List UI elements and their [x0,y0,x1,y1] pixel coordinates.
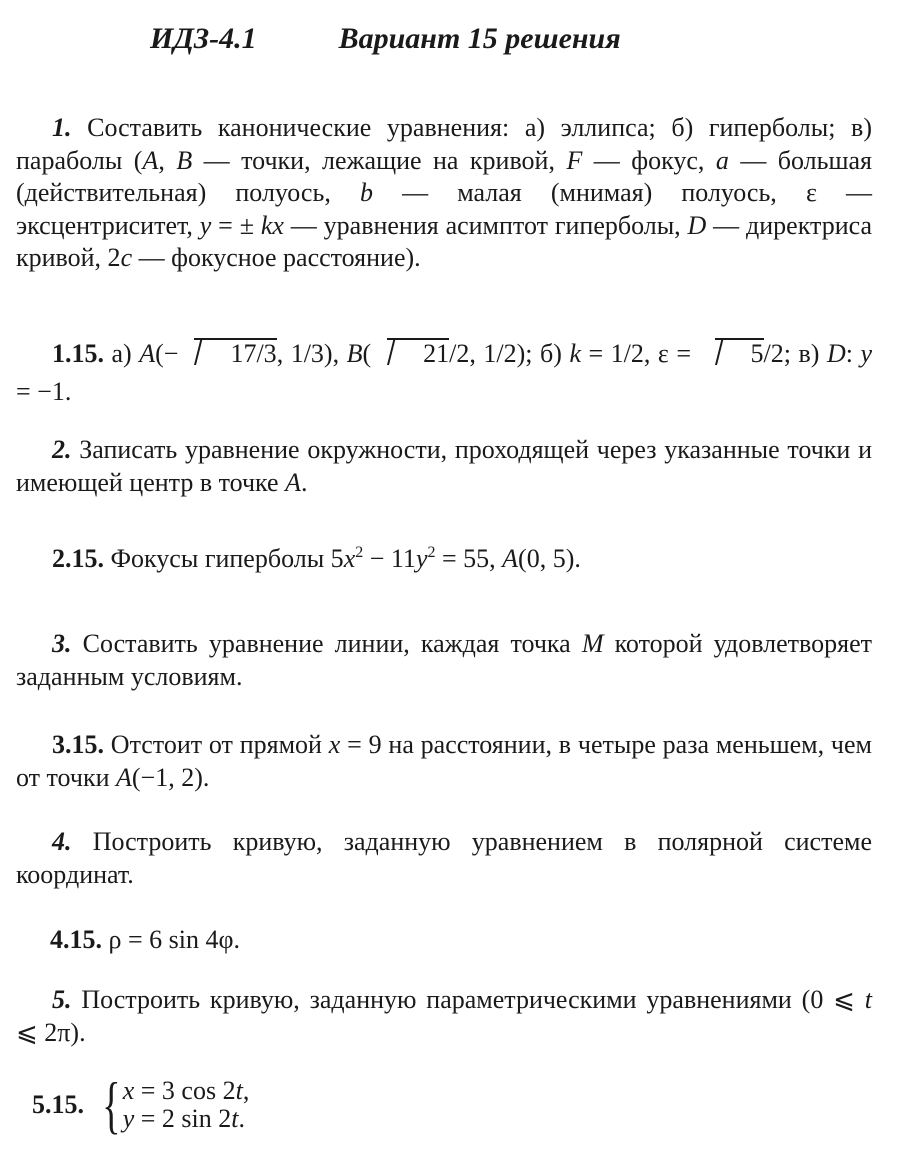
equation-system [123,1077,250,1133]
task-1-var-a: A [142,145,159,175]
task-2-15 [52,543,872,576]
task-1-15-text: = −1. [16,377,72,406]
equation-text: = 3 cos 2 [134,1076,236,1105]
sqrt-17-3 [180,335,276,373]
task-1-15-var-y: y [860,339,873,368]
task-2 [16,434,872,499]
task-1-15-text: /2, 1/2); б) [449,339,570,368]
task-1-text: — фокус, [582,145,716,175]
header-title: ИДЗ-4.1 [150,22,257,55]
system-brace: { [102,1069,121,1140]
task-3-15-number: 3.15. [52,730,104,759]
task-3-15 [16,729,872,794]
sqrt-21 [373,335,449,373]
task-1 [16,112,872,275]
task-1-15-text: : [845,339,861,368]
task-2-number: 2. [52,435,72,464]
task-1-15-radicand: 21 [423,339,450,368]
task-2-15-var-y: y [415,544,428,573]
task-3-15-point-a: A [116,762,132,792]
task-1-text: — уравнения асимптот гиперболы, [283,210,688,240]
var-t: t [231,1104,239,1133]
task-1-text: — фокусное расстояние). [132,243,421,272]
task-1-text: , [158,145,177,175]
task-1-15-text: а) [104,339,140,368]
task-3-number: 3. [52,629,72,658]
task-1-var-c: c [120,243,133,272]
task-2-15-point-a: A [502,544,519,573]
equation-punct: . [238,1104,246,1133]
task-1-15-var-k: k [569,339,581,368]
task-1-15-point-a: A [139,339,156,368]
task-2-15-text: (0, 5). [518,544,581,573]
task-4 [16,826,872,891]
task-1-var-a-small: a [715,145,729,175]
task-3 [16,628,872,693]
task-1-15 [16,335,872,411]
task-1-15-text: , 1/3), [276,339,347,368]
task-4-text: Построить кривую, заданную уравнением в полярной системе координат. [16,827,872,889]
equation-text: = 2 sin 2 [134,1104,232,1133]
task-1-var-kx: kx [260,210,284,240]
task-3-text: которой удовлетворяет заданным условиям. [16,629,873,691]
task-3-text: Составить уравнение линии, каждая точка [71,629,582,658]
task-3-var-m: M [581,629,604,658]
sqrt-5 [701,335,764,373]
task-4-15 [50,924,870,957]
task-1-15-number: 1.15. [52,339,104,368]
task-1-15-text: = 1/2, ε = [580,339,699,368]
equation-y [123,1104,245,1133]
task-3-15-text: Отстоит от прямой [104,730,329,759]
equation-x [123,1076,250,1105]
header-variant: Вариант 15 решения [338,22,621,55]
task-1-text: — точки, лежащие на кривой, [192,145,567,175]
task-1-15-var-d: D [826,339,846,368]
task-1-15-text: (− [155,339,179,368]
task-5-var-t: t [864,985,872,1014]
task-2-var-a: A [285,467,301,497]
page-header [150,22,621,56]
task-1-var-b-small: b [359,178,373,207]
task-2-15-text: − 11 [363,544,416,573]
task-3-15-text: (−1, 2). [131,762,210,792]
task-4-15-number: 4.15. [50,925,102,954]
task-1-15-radicand: 17/3 [230,339,277,368]
task-1-15-point-b: B [346,339,363,368]
task-1-var-f: F [566,145,583,175]
task-5-text: Построить кривую, заданную параметрическими уравнениями (0 ⩽ [71,985,865,1014]
var-t: t [235,1076,243,1105]
task-1-var-d: D [687,210,707,240]
task-1-number: 1. [52,113,72,142]
task-1-text: Составить канонические уравнения: а) эллипса; б) гиперболы; в) параболы ( [16,113,872,175]
task-5-15-number: 5.15. [32,1090,84,1119]
task-1-15-text: ( [362,339,372,368]
task-1-text: = ± [211,210,261,240]
task-1-var-y: y [199,210,212,240]
task-1-15-text: /2; в) [763,339,827,368]
task-1-text: — малая (мнимая) полуось, ε — эксцентриситет, [16,178,872,240]
var-x: x [122,1076,135,1105]
task-1-var-b: B [176,145,193,175]
task-5-number: 5. [52,985,72,1014]
task-2-text: . [300,467,308,497]
task-2-15-exponent: 2 [355,544,364,561]
task-5 [16,984,872,1049]
task-2-15-exponent: 2 [427,544,436,561]
task-2-15-var-x: x [343,544,356,573]
task-1-text: — директриса кривой, 2 [16,210,873,272]
task-2-15-text: Фокусы гиперболы 5 [104,544,344,573]
task-2-15-number: 2.15. [52,544,104,573]
task-3-15-text: = 9 на расстоянии, в четыре раза меньшем, чем от точки [16,730,872,792]
task-2-15-text: = 55, [435,544,503,573]
task-2-text: Записать уравнение окружности, проходящей через указанные точки и имеющей центр в точке [16,435,872,497]
task-1-15-radicand: 5 [750,339,764,368]
task-4-number: 4. [52,827,72,856]
task-3-15-var-x: x [328,730,341,759]
var-y: y [122,1104,135,1133]
equation-punct: , [242,1076,250,1105]
task-5-text: ⩽ 2π). [16,1017,86,1047]
task-5-15 [32,1069,250,1140]
task-4-15-text: ρ = 6 sin 4φ. [102,925,240,954]
task-1-text: — большая (действительная) полуось, [16,145,873,207]
